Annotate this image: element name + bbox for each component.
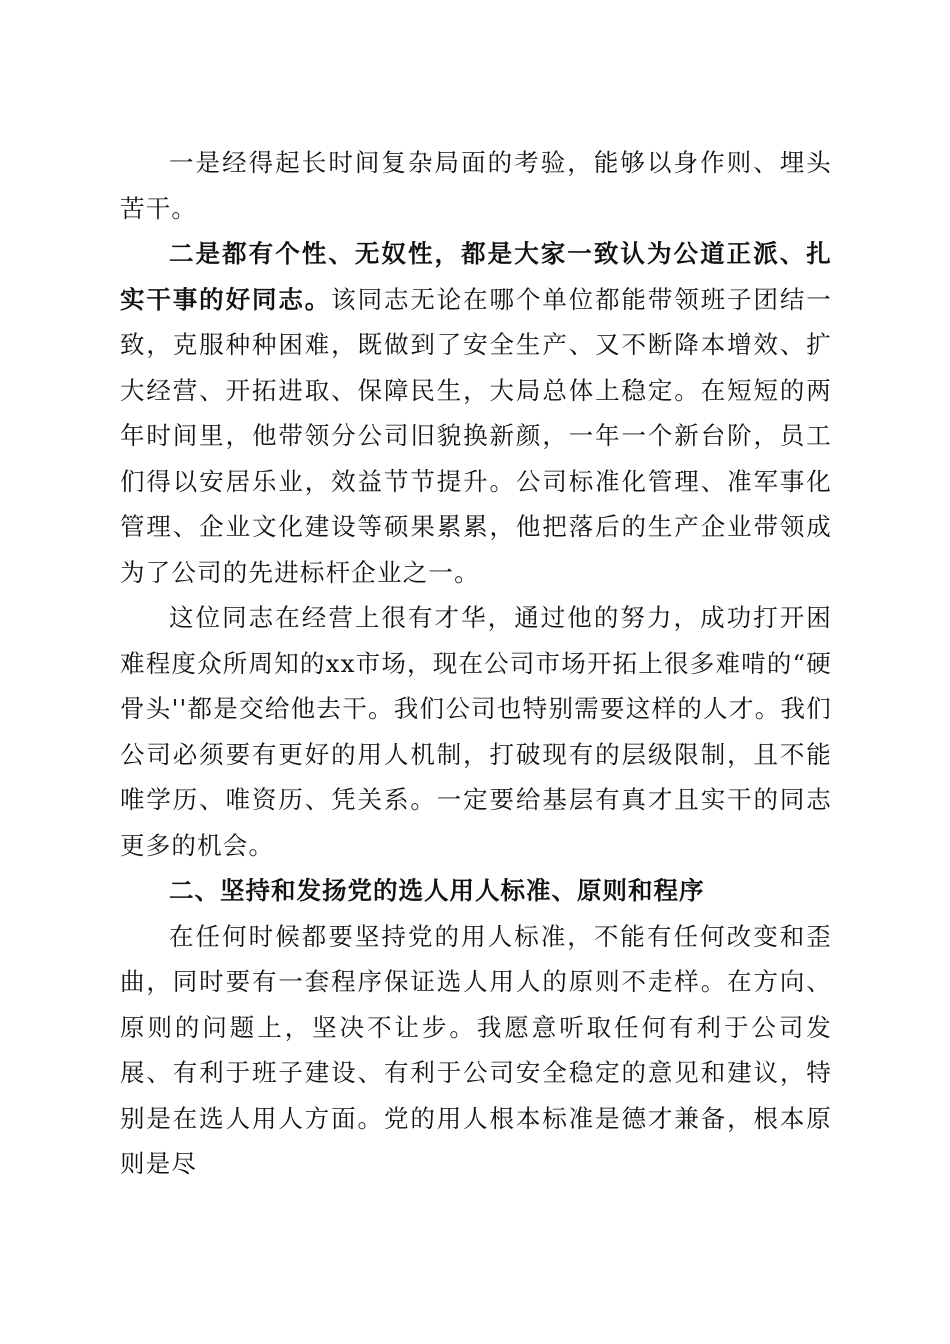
paragraph-1-text: 一是经得起长时间复杂局面的考验，能够以身作则、埋头苦干。 <box>120 148 832 223</box>
document-body <box>120 140 832 1187</box>
paragraph-4 <box>120 914 832 1187</box>
paragraph-2-text: 该同志无论在哪个单位都能带领班子团结一致，克服种种困难，既做到了安全生产、又不断降本增效、扩大经营、开拓进取、保障民生，大局总体上稳定。在短短的两年时间里，他带领分公司旧貌换新颜，一年一个新台阶，员工们得以安居乐业，效益节节提升。公司标准化管理、准军事化管理、企业文化建设等硕果累累，他把落后的生产企业带领成为了公司的先进标杆企业之一。 <box>120 284 832 587</box>
section-heading <box>120 868 832 914</box>
paragraph-4-text: 在任何时候都要坚持党的用人标准，不能有任何改变和歪曲，同时要有一套程序保证选人用人的原则不走样。在方向、原则的问题上，坚决不让步。我愿意听取任何有利于公司发展、有利于班子建设、有利于公司安全稳定的意见和建议，特别是在选人用人方面。党的用人根本标准是德才兼备，根本原则是尽 <box>120 921 832 1178</box>
paragraph-3-text: 这位同志在经营上很有才华，通过他的努力，成功打开困难程度众所周知的xx市场，现在公司市场开拓上很多难啃的“硬骨头''都是交给他去干。我们公司也特别需要这样的人才。我们公司必须要有更好的用人机制，打破现有的层级限制，且不能唯学历、唯资历、凭关系。一定要给基层有真才且实干的同志更多的机会。 <box>120 603 832 860</box>
paragraph-2 <box>120 231 832 595</box>
section-heading-text: 二、坚持和发扬党的选人用人标准、原则和程序 <box>169 876 705 905</box>
paragraph-2-lead: 二是都有个性、无奴性，都是大家一致认为公道正派、扎实干事的好同志。 <box>120 239 832 314</box>
paragraph-3 <box>120 595 832 868</box>
paragraph-1 <box>120 140 832 231</box>
